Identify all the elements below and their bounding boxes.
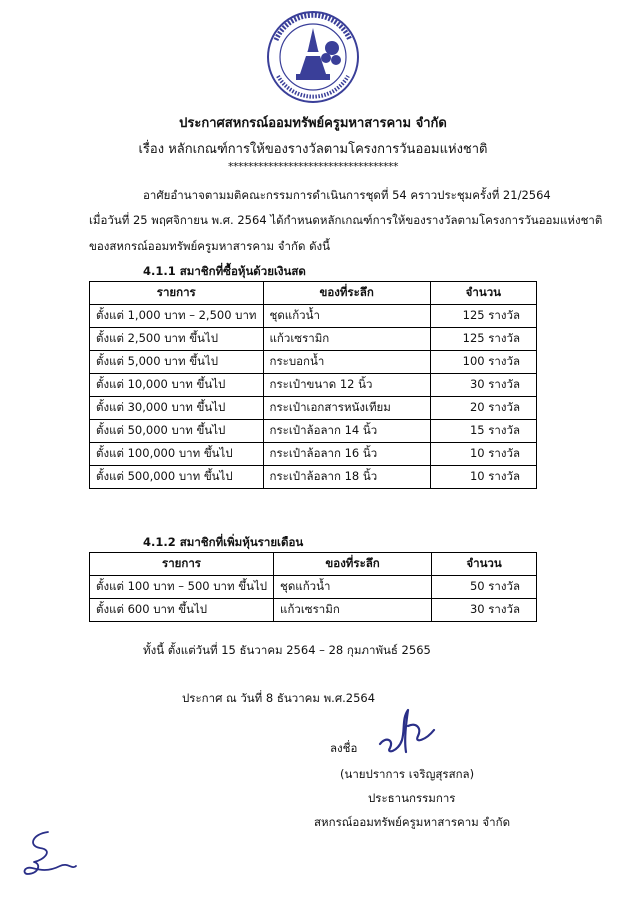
row-criteria: ตั้งแต่ 30,000 บาท ขึ้นไป: [90, 397, 264, 420]
intro-line-1: อาศัยอำนาจตามมติคณะกรรมการดำเนินการชุดที่ 54 คราวประชุมครั้งที่ 21/2564: [143, 188, 551, 202]
section-1-heading: 4.1.1 สมาชิกที่ซื้อหุ้นด้วยเงินสด: [143, 264, 306, 278]
table-row: [90, 397, 537, 420]
row-gift: กระเป๋าล้อลาก 14 นิ้ว: [263, 420, 430, 443]
row-quantity: 30 รางวัล: [432, 599, 537, 622]
row-gift: กระเป๋าขนาด 12 นิ้ว: [263, 374, 430, 397]
monthly-share-prize-table: [89, 552, 537, 622]
row-quantity: 30 รางวัล: [430, 374, 536, 397]
column-header-quantity: จำนวน: [430, 282, 536, 305]
document-subject: เรื่อง หลักเกณฑ์การให้ของรางวัลตามโครงการวันออมแห่งชาติ: [138, 142, 488, 157]
row-gift: กระบอกน้ำ: [263, 351, 430, 374]
row-criteria: ตั้งแต่ 600 บาท ขึ้นไป: [90, 599, 274, 622]
row-criteria: ตั้งแต่ 1,000 บาท – 2,500 บาท: [90, 305, 264, 328]
cash-share-prize-table: [89, 281, 537, 489]
table-header-row: [90, 553, 537, 576]
row-quantity: 100 รางวัล: [430, 351, 536, 374]
campaign-period: ทั้งนี้ ตั้งแต่วันที่ 15 ธันวาคม 2564 – 28 กุมภาพันธ์ 2565: [143, 643, 431, 657]
row-quantity: 10 รางวัล: [430, 466, 536, 489]
row-gift: กระเป๋าล้อลาก 18 นิ้ว: [263, 466, 430, 489]
row-criteria: ตั้งแต่ 100 บาท – 500 บาท ขึ้นไป: [90, 576, 274, 599]
table-row: [90, 420, 537, 443]
row-quantity: 125 รางวัล: [430, 305, 536, 328]
handwritten-signature: [372, 700, 442, 760]
row-gift: กระเป๋าล้อลาก 16 นิ้ว: [263, 443, 430, 466]
table-row: [90, 328, 537, 351]
row-quantity: 10 รางวัล: [430, 443, 536, 466]
signer-organization: สหกรณ์ออมทรัพย์ครูมหาสารคาม จำกัด: [314, 815, 511, 829]
row-quantity: 50 รางวัล: [432, 576, 537, 599]
table-row: [90, 576, 537, 599]
column-header-quantity: จำนวน: [432, 553, 537, 576]
intro-line-2: เมื่อวันที่ 25 พฤศจิกายน พ.ศ. 2564 ได้กำหนดหลักเกณฑ์การให้ของรางวัลตามโครงการวันออมแห่งชาติ: [89, 213, 603, 227]
cooperative-seal-logo: [266, 10, 360, 104]
row-gift: ชุดแก้วน้ำ: [274, 576, 432, 599]
signer-name: (นายปราการ เจริญสุรสกล): [340, 767, 475, 781]
announcement-date: ประกาศ ณ วันที่ 8 ธันวาคม พ.ศ.2564: [182, 691, 376, 705]
row-quantity: 20 รางวัล: [430, 397, 536, 420]
signature-label: ลงชื่อ: [330, 741, 358, 755]
table-header-row: [90, 282, 537, 305]
table-row: [90, 599, 537, 622]
handwritten-initials: [14, 826, 80, 882]
column-header-gift: ของที่ระลึก: [263, 282, 430, 305]
table-row: [90, 305, 537, 328]
row-criteria: ตั้งแต่ 10,000 บาท ขึ้นไป: [90, 374, 264, 397]
intro-line-3: ของสหกรณ์ออมทรัพย์ครูมหาสารคาม จำกัด ดังนี้: [89, 239, 331, 253]
row-gift: ชุดแก้วน้ำ: [263, 305, 430, 328]
table-row: [90, 466, 537, 489]
row-gift: กระเป๋าเอกสารหนังเทียม: [263, 397, 430, 420]
section-2-heading: 4.1.2 สมาชิกที่เพิ่มหุ้นรายเดือน: [143, 535, 304, 549]
row-gift: แก้วเซรามิก: [263, 328, 430, 351]
row-criteria: ตั้งแต่ 100,000 บาท ขึ้นไป: [90, 443, 264, 466]
document-title: ประกาศสหกรณ์ออมทรัพย์ครูมหาสารคาม จำกัด: [179, 116, 447, 131]
separator-line: **********************************: [228, 160, 398, 173]
column-header-gift: ของที่ระลึก: [274, 553, 432, 576]
row-criteria: ตั้งแต่ 500,000 บาท ขึ้นไป: [90, 466, 264, 489]
row-criteria: ตั้งแต่ 5,000 บาท ขึ้นไป: [90, 351, 264, 374]
table-row: [90, 443, 537, 466]
table-row: [90, 374, 537, 397]
column-header-item: รายการ: [90, 282, 264, 305]
signer-position: ประธานกรรมการ: [368, 791, 456, 805]
row-criteria: ตั้งแต่ 2,500 บาท ขึ้นไป: [90, 328, 264, 351]
row-quantity: 125 รางวัล: [430, 328, 536, 351]
column-header-item: รายการ: [90, 553, 274, 576]
row-gift: แก้วเซรามิก: [274, 599, 432, 622]
row-quantity: 15 รางวัล: [430, 420, 536, 443]
table-row: [90, 351, 537, 374]
row-criteria: ตั้งแต่ 50,000 บาท ขึ้นไป: [90, 420, 264, 443]
